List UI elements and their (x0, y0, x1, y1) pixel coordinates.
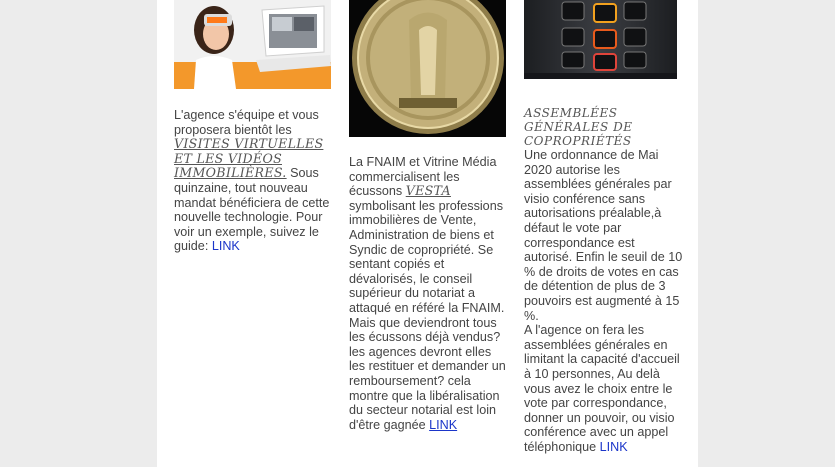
gold-coin-image[interactable] (349, 0, 506, 137)
vesta-details-text: symbolisant les professions immobilières de Vente, Administration de biens et Syndic de copropriété. Se sentant copiés et dévalorisés, le conseil supérieur du notariat a attaqué en référé la FNAIM. Mais que deviendront tous les écussons déjà vendus? les agences devront elles les restituer et demander un remboursement? cela montre que la libéralisation du secteur notarial est loin d'être gagnée (349, 198, 506, 432)
vesta-intro-text: La FNAIM et Vitrine Média commercialisent les écussons (349, 155, 497, 199)
vesta-script-text: VESTA (405, 183, 451, 199)
vr-details-text: Sous quinzaine, tout nouveau mandat bénéficiera de cette nouvelle technologie. Pour voir un exemple, suivez le guide: (174, 166, 330, 254)
vr-guide-link[interactable]: LINK (211, 239, 240, 254)
assemblies-paragraph-1: Une ordonnance de Mai 2020 autorise les assemblées générales par visio conférence sans autorisations préalable,à défaut le vote par correspondance est autorisé. Enfin le seuil de 10 % de droits de votes en cas de détention de plus de 3 pouvoirs est augmenté à 15 %. (524, 148, 683, 323)
assemblies-paragraph-2: A l'agence on fera les assemblées générales en limitant la capacité d'accueil à 10 personnes, Au delà vous avez le choix entre le vote par correspondance, donner un pouvoir, ou visio conférence avec un appel téléphonique (524, 323, 680, 454)
vr-intro-text: L'agence s'équipe et vous proposera bientôt les (174, 108, 319, 137)
page (157, 0, 698, 467)
assemblies-heading: ASSEMBLÉES GÉNÉRALES DE COPROPRIÉTÉS (524, 106, 633, 148)
elevator-buttons-image[interactable] (524, 0, 677, 79)
vesta-link[interactable]: LINK (429, 417, 458, 432)
vr-visits-script-text: VISITES VIRTUELLES ET LES VIDÉOS IMMOBILIÈRES. (174, 136, 324, 181)
assemblies-link[interactable]: LINK (599, 439, 628, 454)
vr-headset-image[interactable] (174, 0, 331, 89)
